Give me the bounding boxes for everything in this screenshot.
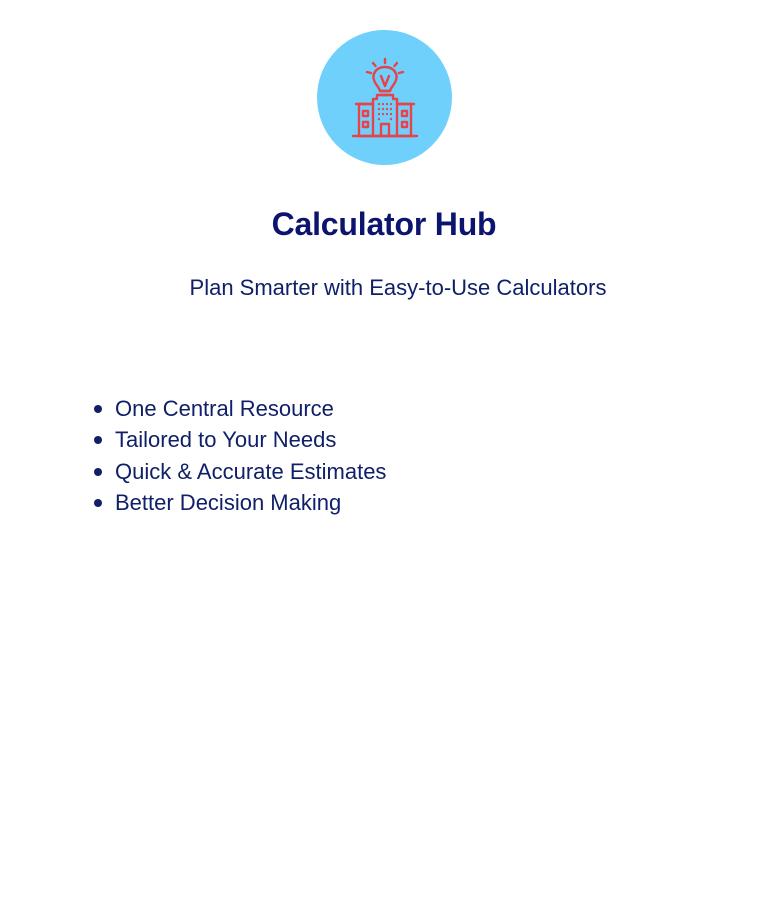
feature-label: One Central Resource xyxy=(115,396,334,421)
feature-label: Tailored to Your Needs xyxy=(115,427,337,453)
list-item xyxy=(90,393,386,424)
bullet-icon xyxy=(94,436,102,444)
feature-label: Quick & Accurate Estimates xyxy=(115,458,387,484)
lightbulb-building-icon xyxy=(343,56,427,140)
page-subtitle: Plan Smarter with Easy-to-Use Calculators xyxy=(189,275,607,300)
feature-list xyxy=(90,393,386,518)
bullet-icon xyxy=(94,468,102,476)
feature-label: Better Decision Making xyxy=(115,489,342,515)
page-title: Calculator Hub xyxy=(271,206,497,242)
list-item xyxy=(90,487,386,518)
bullet-icon xyxy=(94,405,102,413)
list-item xyxy=(90,424,386,455)
logo-circle xyxy=(317,30,452,165)
bullet-icon xyxy=(94,499,102,507)
list-item xyxy=(90,456,386,487)
